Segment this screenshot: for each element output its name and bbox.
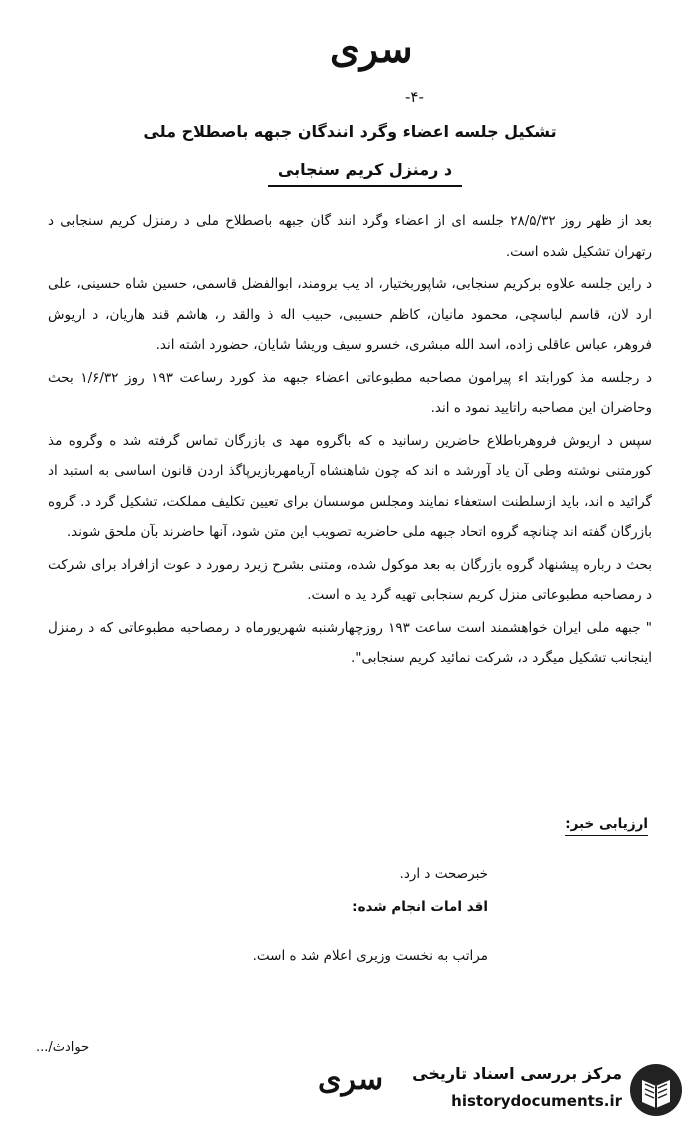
watermark-url: historydocuments.ir	[451, 1092, 622, 1110]
evaluation-value: خبرصحت د ارد.	[399, 866, 488, 882]
evaluation-label-text: ارزیابی خبر:	[565, 816, 648, 836]
document-subheading	[200, 160, 530, 187]
paragraph-3: د رجلسه مذ کورابتد اء پیرامون مصاحبه مطبوعاتی اعضاء جبهه مذ کورد رساعت ۱۹۳ روز ۱/۶/۳۲ بحث وحاضران این مصاحبه راتایید نمود ه اند.	[48, 369, 653, 416]
paragraph-6: " جبهه ملی ایران خواهشمند است ساعت ۱۹۳ روزچهارشنبه شهریورماه د رمصاحبه مطبوعاتی که د رمنزل اینجانب تشکیل میگرد د، شرکت نمائید کریم سنجابی".	[48, 619, 652, 666]
page-number: -۴-	[405, 88, 424, 106]
file-reference: حوادث/...	[36, 1040, 90, 1055]
book-emblem-icon	[628, 1062, 684, 1118]
paragraph-2: د راین جلسه علاوه برکریم سنجابی، شاپوربختیار، اد یب برومند، ابوالفضل قاسمی، حسین شاه حسینی، علی ارد لان، قاسم لباسچی، محمود مانیان، کاظم حسیبی، حبیب اله ذ والقد ر، هاشم قند هاریان، د اریوش فروهر، عباس عاقلی زاده، اسد الله مبشری، خسرو سیف وریشا شایان، حضورد اشته اند.	[48, 276, 652, 353]
document-body	[48, 206, 652, 674]
watermark-title: مرکز بررسی اسناد تاریخی	[412, 1064, 622, 1083]
archive-watermark	[412, 1062, 688, 1118]
evaluation-label	[565, 816, 648, 832]
classification-stamp-top: سری	[330, 26, 413, 71]
paragraph-5: بحث د رباره پیشنهاد گروه بازرگان به بعد موکول شده، ومتنی بشرح زیرد رمورد د عوت ازافراد برای شرکت د رمصاحبه مطبوعاتی منزل کریم سنجابی تهیه گرد ید ه است.	[48, 556, 652, 603]
classification-stamp-bottom: سری	[318, 1062, 384, 1097]
actions-value: مراتب به نخست وزیری اعلام شد ه است.	[252, 948, 488, 964]
paragraph-1: بعد از ظهر روز ۲۸/۵/۳۲ جلسه ای از اعضاء وگرد انند گان جبهه باصطلاح ملی د رمنزل کریم سنجابی د رتهران تشکیل شده است.	[48, 213, 652, 260]
document-heading: تشکیل جلسه اعضاء وگرد انندگان جبهه باصطلاح ملی	[143, 122, 557, 141]
paragraph-4: سپس د اریوش فروهرباطلاع حاضرین رسانید ه که باگروه مهد ی بازرگان تماس گرفته شد ه وگروه مذ کورمتنی نوشته وطی آن یاد آورشد ه اند که چون شاهنشاه آریامهربازیرپاگذ اردن قانون اساسی به استبد اد گرائید ه اند، باید ازسلطنت استعفاء نمایند ومجلس موسسان برای تعیین تکلیف مملکت، تشکیل گرد د. گروه بازرگان گفته اند چنانچه گروه اتحاد جبهه ملی حاضربه تصویب این متن شود، آنها حاضرند بآن ملحق شوند.	[48, 432, 652, 540]
actions-label: اقد امات انجام شده:	[352, 899, 488, 915]
document-subheading-text: د رمنزل کریم سنجابی	[268, 160, 462, 187]
